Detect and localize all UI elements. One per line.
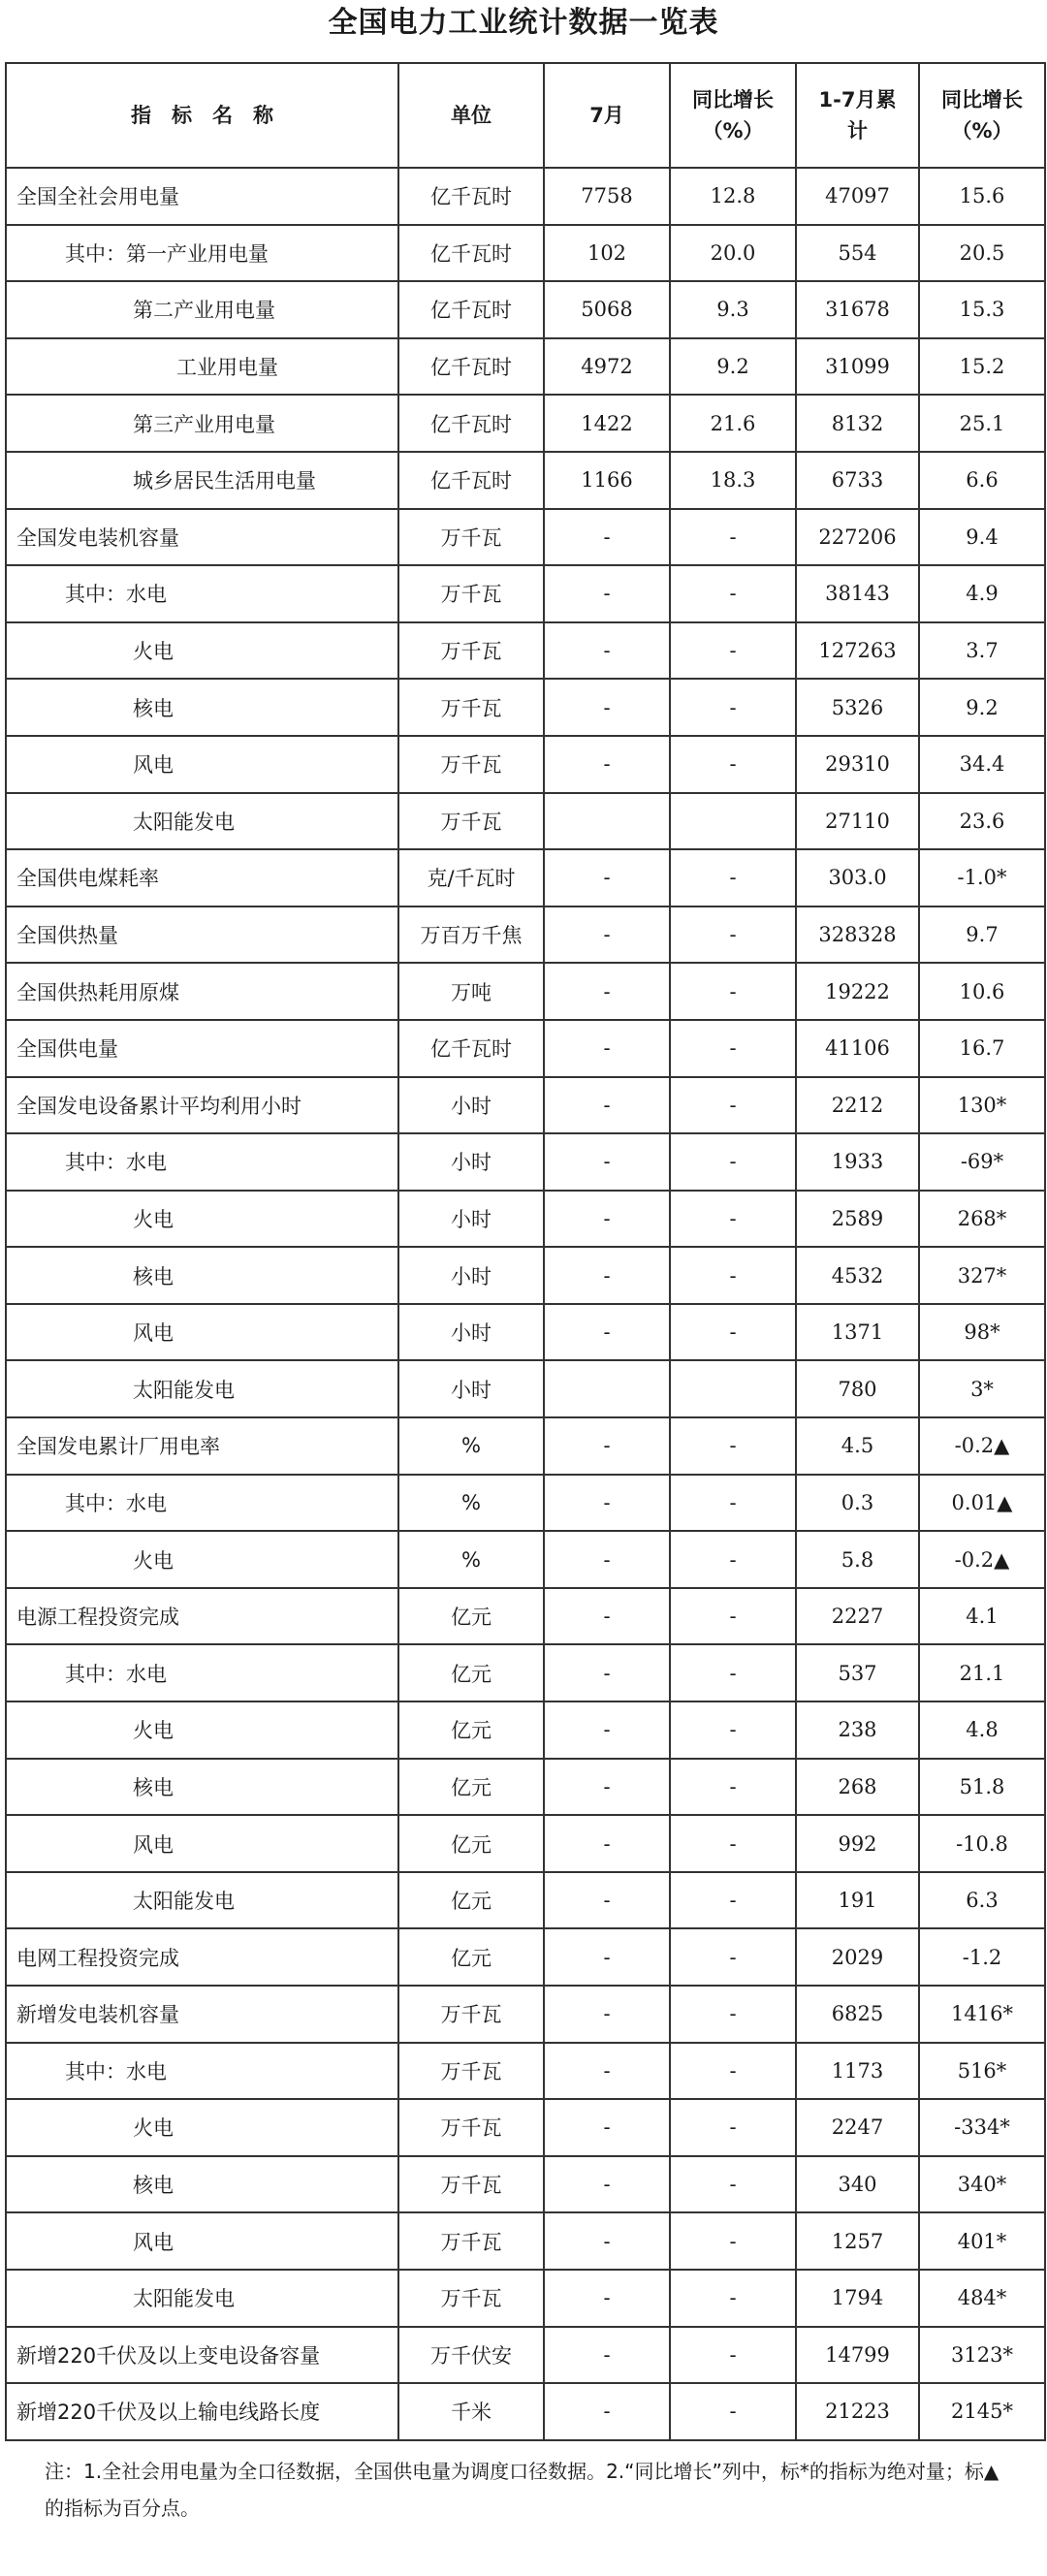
unit-cell: % [398,1475,544,1532]
cumulative-yoy-value: 9.7 [919,906,1045,964]
footnote: 注：1.全社会用电量为全口径数据，全国供电量为调度口径数据。2.“同比增长”列中，标*的指标为绝对量；标▲的指标为百分点。 [45,2460,999,2520]
month-yoy-value: - [670,1986,796,2043]
cumulative-value: 2247 [796,2099,919,2156]
month-yoy-value: - [670,509,796,566]
month-value: - [544,679,670,736]
unit-cell: 万千瓦 [398,2156,544,2213]
table-row [6,338,1045,396]
month-value: - [544,1531,670,1588]
month-yoy-value: 21.6 [670,395,796,452]
month-yoy-value [670,1360,796,1417]
cumulative-yoy-value: 3* [919,1360,1045,1417]
month-value: 1166 [544,452,670,509]
cumulative-yoy-value: 16.7 [919,1020,1045,1077]
table-row [6,2156,1045,2213]
month-value: - [544,1986,670,2043]
month-value: - [544,2099,670,2156]
cumulative-value: 6733 [796,452,919,509]
unit-cell: 万千瓦 [398,2043,544,2100]
month-value: - [544,509,670,566]
cumulative-yoy-value: -0.2▲ [919,1531,1045,1588]
month-yoy-value: 9.3 [670,281,796,338]
cumulative-yoy-value: 10.6 [919,963,1045,1020]
cumulative-yoy-value: 401* [919,2212,1045,2270]
indicator-name: 城乡居民生活用电量 [6,452,398,509]
cumulative-value: 2589 [796,1191,919,1248]
unit-cell: 亿千瓦时 [398,338,544,396]
table-row [6,1644,1045,1701]
indicator-name: 新增发电装机容量 [6,1986,398,2043]
month-yoy-value: - [670,622,796,680]
month-value: - [544,1588,670,1645]
table-row [6,1531,1045,1588]
table-row [6,565,1045,622]
header-row [6,63,1045,168]
unit-cell: 万千瓦 [398,2270,544,2327]
cumulative-value: 38143 [796,565,919,622]
unit-cell: 亿元 [398,1644,544,1701]
cumulative-value: 1933 [796,1133,919,1191]
cumulative-yoy-value: 3123* [919,2327,1045,2384]
cumulative-yoy-value: 4.1 [919,1588,1045,1645]
indicator-name: 电源工程投资完成 [6,1588,398,1645]
table-row [6,168,1045,225]
unit-cell: 万千瓦 [398,622,544,680]
month-yoy-value: - [670,1304,796,1361]
month-yoy-value: - [670,1191,796,1248]
month-value: 7758 [544,168,670,225]
header-cumulative-yoy: 同比增长（%） [919,63,1045,168]
cumulative-yoy-value: 516* [919,2043,1045,2100]
cumulative-yoy-value: 20.5 [919,225,1045,282]
month-yoy-value: - [670,1588,796,1645]
month-value: - [544,1701,670,1759]
page-title: 全国电力工业统计数据一览表 [328,6,719,40]
month-yoy-value: - [670,2270,796,2327]
cumulative-yoy-value: -10.8 [919,1815,1045,1872]
indicator-name: 太阳能发电 [6,1360,398,1417]
indicator-name: 火电 [6,1531,398,1588]
cumulative-yoy-value: 25.1 [919,395,1045,452]
month-yoy-value: - [670,2099,796,2156]
month-value: - [544,2043,670,2100]
cumulative-value: 21223 [796,2383,919,2440]
cumulative-yoy-value: 4.8 [919,1701,1045,1759]
table-body [6,168,1045,2440]
cumulative-value: 227206 [796,509,919,566]
table-row [6,452,1045,509]
table-row [6,963,1045,1020]
cumulative-yoy-value: 23.6 [919,793,1045,850]
indicator-name: 风电 [6,1815,398,1872]
unit-cell: 万千伏安 [398,2327,544,2384]
month-value: - [544,1077,670,1134]
month-yoy-value: - [670,1531,796,1588]
table-row [6,2099,1045,2156]
cumulative-value: 537 [796,1644,919,1701]
indicator-name: 风电 [6,2212,398,2270]
month-value: - [544,565,670,622]
unit-cell: 亿元 [398,1815,544,1872]
indicator-name: 核电 [6,2156,398,2213]
table-row [6,1475,1045,1532]
month-value: - [544,1417,670,1475]
indicator-name: 全国全社会用电量 [6,168,398,225]
month-value: - [544,2270,670,2327]
indicator-name: 全国发电设备累计平均利用小时 [6,1077,398,1134]
cumulative-value: 191 [796,1872,919,1929]
table-row [6,395,1045,452]
table-row [6,1360,1045,1417]
month-yoy-value: 18.3 [670,452,796,509]
cumulative-value: 268 [796,1759,919,1816]
table-row [6,2383,1045,2440]
indicator-name: 核电 [6,679,398,736]
unit-cell: 小时 [398,1247,544,1304]
month-value: 102 [544,225,670,282]
cumulative-value: 2227 [796,1588,919,1645]
indicator-name: 电网工程投资完成 [6,1928,398,1986]
table-row [6,1133,1045,1191]
cumulative-yoy-value: 2145* [919,2383,1045,2440]
month-yoy-value: - [670,2156,796,2213]
unit-cell: 亿元 [398,1872,544,1929]
month-yoy-value: 9.2 [670,338,796,396]
month-value: - [544,1475,670,1532]
cumulative-value: 19222 [796,963,919,1020]
table-row [6,1986,1045,2043]
indicator-name: 全国供热耗用原煤 [6,963,398,1020]
cumulative-yoy-value: 34.4 [919,736,1045,793]
indicator-name: 火电 [6,1701,398,1759]
cumulative-value: 2029 [796,1928,919,1986]
cumulative-value: 340 [796,2156,919,2213]
cumulative-yoy-value: -334* [919,2099,1045,2156]
cumulative-value: 5.8 [796,1531,919,1588]
unit-cell: 亿千瓦时 [398,1020,544,1077]
month-value: - [544,849,670,906]
cumulative-value: 1173 [796,2043,919,2100]
cumulative-yoy-value: 98* [919,1304,1045,1361]
unit-cell: 小时 [398,1191,544,1248]
month-yoy-value: - [670,1701,796,1759]
indicator-name: 核电 [6,1759,398,1816]
table-row [6,2327,1045,2384]
cumulative-yoy-value: 340* [919,2156,1045,2213]
cumulative-yoy-value: 130* [919,1077,1045,1134]
indicator-name: 太阳能发电 [6,2270,398,2327]
indicator-name: 第二产业用电量 [6,281,398,338]
indicator-name: 全国供电量 [6,1020,398,1077]
month-value [544,793,670,850]
table-row [6,1815,1045,1872]
cumulative-yoy-value: -0.2▲ [919,1417,1045,1475]
indicator-name: 火电 [6,2099,398,2156]
table-row [6,225,1045,282]
month-value: 1422 [544,395,670,452]
unit-cell: 亿元 [398,1928,544,1986]
unit-cell: 万千瓦 [398,2212,544,2270]
month-value: - [544,963,670,1020]
table-row [6,2043,1045,2100]
indicator-name: 第三产业用电量 [6,395,398,452]
unit-cell: 小时 [398,1133,544,1191]
month-value: - [544,1644,670,1701]
month-yoy-value: - [670,2043,796,2100]
month-yoy-value: - [670,1928,796,1986]
header-cumulative: 1-7月累计 [796,63,919,168]
cumulative-yoy-value: 268* [919,1191,1045,1248]
month-yoy-value: - [670,2327,796,2384]
month-value: - [544,1872,670,1929]
month-value: - [544,1304,670,1361]
indicator-name: 其中：水电 [6,565,398,622]
header-month: 7月 [544,63,670,168]
cumulative-yoy-value: 6.3 [919,1872,1045,1929]
unit-cell: 亿元 [398,1588,544,1645]
month-yoy-value: - [670,2383,796,2440]
cumulative-value: 127263 [796,622,919,680]
cumulative-yoy-value: 15.6 [919,168,1045,225]
header-month-yoy: 同比增长（%） [670,63,796,168]
unit-cell: 万千瓦 [398,793,544,850]
table-row [6,281,1045,338]
month-yoy-value: - [670,849,796,906]
table-row [6,1191,1045,1248]
indicator-name: 太阳能发电 [6,1872,398,1929]
indicator-name: 全国供电煤耗率 [6,849,398,906]
unit-cell: 万千瓦 [398,1986,544,2043]
table-row [6,622,1045,680]
statistics-table [5,62,1046,2441]
unit-cell: % [398,1531,544,1588]
table-row [6,736,1045,793]
month-yoy-value [670,793,796,850]
indicator-name: 全国发电装机容量 [6,509,398,566]
unit-cell: 亿元 [398,1701,544,1759]
cumulative-yoy-value: 9.2 [919,679,1045,736]
cumulative-value: 31099 [796,338,919,396]
month-value: - [544,736,670,793]
month-value: - [544,1759,670,1816]
cumulative-value: 554 [796,225,919,282]
indicator-name: 火电 [6,622,398,680]
unit-cell: 亿元 [398,1759,544,1816]
unit-cell: 万千瓦 [398,679,544,736]
month-value: - [544,1815,670,1872]
cumulative-value: 4.5 [796,1417,919,1475]
cumulative-value: 41106 [796,1020,919,1077]
table-row [6,1588,1045,1645]
table-row [6,1759,1045,1816]
cumulative-yoy-value: 327* [919,1247,1045,1304]
cumulative-value: 6825 [796,1986,919,2043]
cumulative-value: 780 [796,1360,919,1417]
unit-cell: 万千瓦 [398,565,544,622]
cumulative-yoy-value: 51.8 [919,1759,1045,1816]
statistics-table-container [5,62,1044,2441]
month-value: 5068 [544,281,670,338]
cumulative-yoy-value: 1416* [919,1986,1045,2043]
unit-cell: 亿千瓦时 [398,225,544,282]
table-row [6,1417,1045,1475]
month-value: - [544,2327,670,2384]
month-yoy-value: - [670,1133,796,1191]
cumulative-yoy-value: 9.4 [919,509,1045,566]
month-yoy-value: - [670,1872,796,1929]
indicator-name: 全国供热量 [6,906,398,964]
month-yoy-value: 12.8 [670,168,796,225]
unit-cell: 万千瓦 [398,736,544,793]
table-row [6,1020,1045,1077]
month-yoy-value: - [670,1475,796,1532]
indicator-name: 风电 [6,736,398,793]
month-value: - [544,2156,670,2213]
table-header [6,63,1045,168]
table-row [6,2212,1045,2270]
month-value: - [544,622,670,680]
cumulative-value: 1257 [796,2212,919,2270]
cumulative-value: 328328 [796,906,919,964]
cumulative-yoy-value: -1.2 [919,1928,1045,1986]
header-unit: 单位 [398,63,544,168]
indicator-name: 新增220千伏及以上变电设备容量 [6,2327,398,2384]
indicator-name: 其中：水电 [6,1133,398,1191]
unit-cell: 万百万千焦 [398,906,544,964]
unit-cell: 千米 [398,2383,544,2440]
cumulative-value: 0.3 [796,1475,919,1532]
cumulative-yoy-value: -69* [919,1133,1045,1191]
indicator-name: 全国发电累计厂用电率 [6,1417,398,1475]
month-yoy-value: - [670,963,796,1020]
indicator-name: 火电 [6,1191,398,1248]
cumulative-value: 303.0 [796,849,919,906]
unit-cell: 亿千瓦时 [398,281,544,338]
month-yoy-value: - [670,1077,796,1134]
month-value [544,1360,670,1417]
month-value: 4972 [544,338,670,396]
month-yoy-value: - [670,1247,796,1304]
month-yoy-value: - [670,1020,796,1077]
indicator-name: 风电 [6,1304,398,1361]
month-value: - [544,1191,670,1248]
table-row [6,1304,1045,1361]
cumulative-yoy-value: 6.6 [919,452,1045,509]
cumulative-value: 8132 [796,395,919,452]
month-value: - [544,1133,670,1191]
month-value: - [544,2383,670,2440]
unit-cell: 万吨 [398,963,544,1020]
indicator-name: 太阳能发电 [6,793,398,850]
indicator-name: 其中：水电 [6,1644,398,1701]
unit-cell: 亿千瓦时 [398,452,544,509]
month-yoy-value: - [670,2212,796,2270]
cumulative-yoy-value: 4.9 [919,565,1045,622]
cumulative-yoy-value: 15.3 [919,281,1045,338]
unit-cell: 小时 [398,1077,544,1134]
cumulative-value: 27110 [796,793,919,850]
cumulative-yoy-value: 15.2 [919,338,1045,396]
month-value: - [544,1247,670,1304]
cumulative-yoy-value: 484* [919,2270,1045,2327]
header-indicator-name: 指 标 名 称 [6,63,398,168]
table-row [6,793,1045,850]
table-row [6,509,1045,566]
unit-cell: % [398,1417,544,1475]
month-yoy-value: 20.0 [670,225,796,282]
table-row [6,1928,1045,1986]
table-row [6,906,1045,964]
month-yoy-value: - [670,1815,796,1872]
table-row [6,2270,1045,2327]
unit-cell: 万千瓦 [398,2099,544,2156]
cumulative-value: 29310 [796,736,919,793]
cumulative-value: 31678 [796,281,919,338]
cumulative-value: 1371 [796,1304,919,1361]
month-yoy-value: - [670,906,796,964]
unit-cell: 亿千瓦时 [398,395,544,452]
indicator-name: 新增220千伏及以上输电线路长度 [6,2383,398,2440]
table-row [6,1701,1045,1759]
cumulative-yoy-value: 21.1 [919,1644,1045,1701]
cumulative-yoy-value: 3.7 [919,622,1045,680]
indicator-name: 工业用电量 [6,338,398,396]
month-value: - [544,1020,670,1077]
indicator-name: 其中：水电 [6,1475,398,1532]
month-yoy-value: - [670,1417,796,1475]
indicator-name: 其中：水电 [6,2043,398,2100]
cumulative-yoy-value: -1.0* [919,849,1045,906]
unit-cell: 亿千瓦时 [398,168,544,225]
cumulative-value: 238 [796,1701,919,1759]
month-yoy-value: - [670,679,796,736]
table-row [6,679,1045,736]
cumulative-value: 1794 [796,2270,919,2327]
cumulative-value: 5326 [796,679,919,736]
unit-cell: 小时 [398,1360,544,1417]
month-yoy-value: - [670,1644,796,1701]
unit-cell: 小时 [398,1304,544,1361]
cumulative-yoy-value: 0.01▲ [919,1475,1045,1532]
cumulative-value: 4532 [796,1247,919,1304]
table-row [6,1247,1045,1304]
unit-cell: 万千瓦 [398,509,544,566]
month-yoy-value: - [670,565,796,622]
month-value: - [544,2212,670,2270]
indicator-name: 核电 [6,1247,398,1304]
indicator-name: 其中：第一产业用电量 [6,225,398,282]
month-yoy-value: - [670,1759,796,1816]
month-yoy-value: - [670,736,796,793]
table-row [6,1077,1045,1134]
month-value: - [544,906,670,964]
table-row [6,1872,1045,1929]
table-row [6,849,1045,906]
month-value: - [544,1928,670,1986]
unit-cell: 克/千瓦时 [398,849,544,906]
cumulative-value: 14799 [796,2327,919,2384]
cumulative-value: 992 [796,1815,919,1872]
cumulative-value: 2212 [796,1077,919,1134]
cumulative-value: 47097 [796,168,919,225]
